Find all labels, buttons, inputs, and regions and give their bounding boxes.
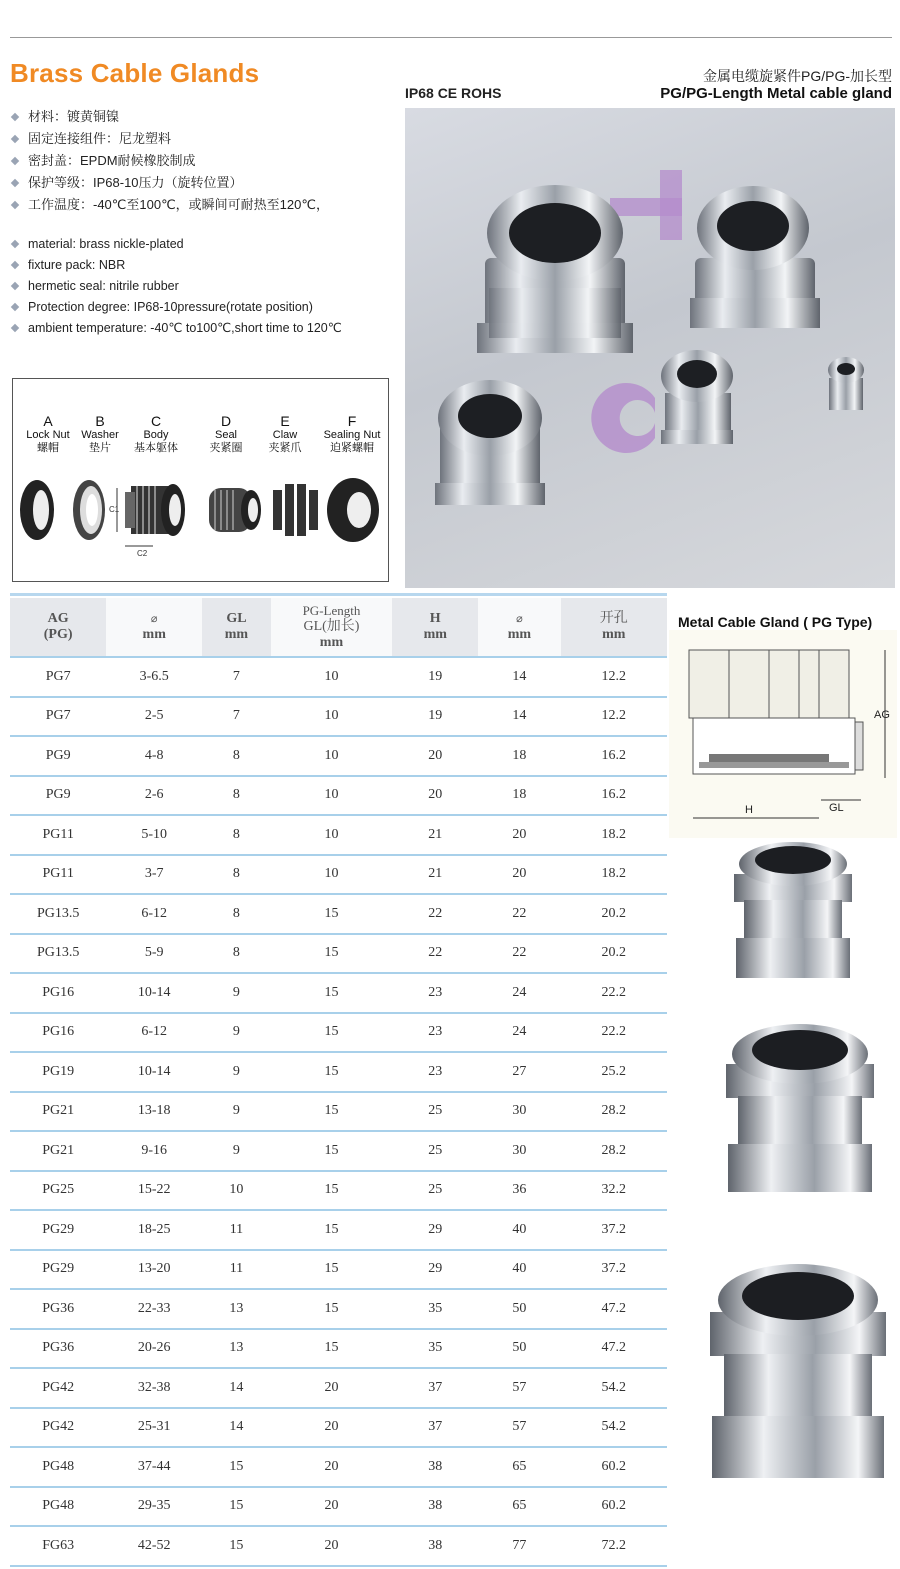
table-cell: PG11 [10, 815, 106, 855]
table-cell: 8 [202, 776, 271, 816]
table-cell: 18.2 [561, 855, 668, 895]
parts-illustration [13, 474, 388, 574]
table-cell: 18.2 [561, 815, 668, 855]
table-cell: 54.2 [561, 1408, 668, 1448]
product-photo [405, 108, 895, 588]
table-cell: 15-22 [106, 1171, 202, 1211]
table-cell: 20 [392, 736, 478, 776]
table-row [10, 1368, 667, 1408]
table-row [10, 1447, 667, 1487]
bullet-icon [11, 260, 19, 268]
table-row [10, 657, 667, 697]
table-cell: 10-14 [106, 1052, 202, 1092]
body-shape [169, 494, 181, 526]
table-cell: PG21 [10, 1092, 106, 1132]
table-cell: PG42 [10, 1368, 106, 1408]
spec-item: Protection degree: IP68-10pressure(rotate position) [12, 296, 342, 317]
table-cell: 57 [478, 1368, 560, 1408]
table-cell: 25.2 [561, 1052, 668, 1092]
part-claw: E Claw 夹紧爪 [268, 413, 302, 454]
table-cell: 15 [271, 973, 392, 1013]
table-cell: 42-52 [106, 1526, 202, 1566]
gland-image-small [728, 840, 858, 990]
table-cell: 38 [392, 1526, 478, 1566]
drawing-title: Metal Cable Gland ( PG Type) [678, 614, 873, 630]
col-header-cable-range: ⌀ mm [106, 598, 202, 657]
table-cell: 11 [202, 1210, 271, 1250]
table-cell: 10 [271, 815, 392, 855]
part-lock-nut: A Lock Nut 螺帽 [26, 413, 70, 454]
table-cell: 47.2 [561, 1289, 668, 1329]
table-cell: 35 [392, 1289, 478, 1329]
table-cell: 40 [478, 1210, 560, 1250]
claw-shape [273, 484, 318, 536]
gland-image-large [706, 1262, 890, 1486]
table-row [10, 1210, 667, 1250]
table-cell: 21 [392, 855, 478, 895]
table-cell: 18 [478, 736, 560, 776]
table-cell: 25 [392, 1131, 478, 1171]
table-row [10, 697, 667, 737]
table-cell: 50 [478, 1289, 560, 1329]
table-cell: 20 [478, 815, 560, 855]
seal-shape [248, 498, 258, 522]
table-row [10, 1289, 667, 1329]
table-cell: 23 [392, 1052, 478, 1092]
col-header-wrench: ⌀ mm [478, 598, 560, 657]
table-cell: PG11 [10, 855, 106, 895]
table-cell: 20 [271, 1447, 392, 1487]
table-cell: 29-35 [106, 1487, 202, 1527]
table-cell: 15 [271, 1131, 392, 1171]
table-row [10, 776, 667, 816]
table-cell: PG25 [10, 1171, 106, 1211]
watermark-shape [591, 383, 655, 453]
table-cell: PG16 [10, 973, 106, 1013]
table-row [10, 1329, 667, 1369]
table-cell: PG29 [10, 1210, 106, 1250]
table-cell: PG16 [10, 1013, 106, 1053]
table-cell: 10 [271, 736, 392, 776]
bullet-icon [11, 302, 19, 310]
table-cell: 25 [392, 1092, 478, 1132]
table-cell: 10 [271, 657, 392, 697]
washer-shape [86, 494, 98, 526]
table-cell: 15 [271, 934, 392, 974]
table-cell: 15 [202, 1447, 271, 1487]
table-cell: PG19 [10, 1052, 106, 1092]
table-cell: 65 [478, 1447, 560, 1487]
table-cell: 37 [392, 1368, 478, 1408]
table-body [10, 657, 667, 1566]
table-cell: PG13.5 [10, 894, 106, 934]
table-row [10, 1408, 667, 1448]
table-cell: 60.2 [561, 1447, 668, 1487]
table-cell: 15 [271, 1250, 392, 1290]
spec-list-english [12, 233, 342, 338]
table-cell: 8 [202, 855, 271, 895]
table-cell: 9 [202, 973, 271, 1013]
table-cell: 9 [202, 1013, 271, 1053]
table-cell: 27 [478, 1052, 560, 1092]
table-cell: PG42 [10, 1408, 106, 1448]
part-washer: B Washer 垫片 [81, 413, 119, 454]
gland-tiny-right [828, 357, 864, 410]
dim-gl-label: GL [829, 802, 844, 814]
part-body: C Body 基本躯体 [134, 413, 178, 454]
col-header-gl: GL mm [202, 598, 271, 657]
table-cell: 15 [271, 894, 392, 934]
table-cell: 60.2 [561, 1487, 668, 1527]
spec-item: fixture pack: NBR [12, 254, 342, 275]
spec-item: 密封盖：EPDM耐候橡胶制成 [12, 150, 329, 172]
spec-item: 材料：镀黄铜镍 [12, 106, 329, 128]
table-cell: 29 [392, 1250, 478, 1290]
table-cell: 15 [202, 1526, 271, 1566]
table-cell: 3-7 [106, 855, 202, 895]
table-cell: PG48 [10, 1487, 106, 1527]
table-cell: 37.2 [561, 1250, 668, 1290]
specification-table [10, 598, 667, 1567]
table-cell: 36 [478, 1171, 560, 1211]
table-row [10, 815, 667, 855]
table-cell: 32.2 [561, 1171, 668, 1211]
table-cell: 20.2 [561, 934, 668, 974]
spec-item: hermetic seal: nitrile rubber [12, 275, 342, 296]
table-cell: PG9 [10, 776, 106, 816]
watermark-shape [660, 170, 682, 240]
table-cell: 22 [392, 894, 478, 934]
table-cell: 4-8 [106, 736, 202, 776]
table-cell: 25 [392, 1171, 478, 1211]
table-cell: PG36 [10, 1329, 106, 1369]
table-cell: 6-12 [106, 894, 202, 934]
english-product-title: PG/PG-Length Metal cable gland [660, 85, 892, 102]
table-cell: 32-38 [106, 1368, 202, 1408]
table-cell: 6-12 [106, 1013, 202, 1053]
table-cell: 15 [271, 1329, 392, 1369]
table-cell: 2-6 [106, 776, 202, 816]
table-cell: 15 [271, 1289, 392, 1329]
table-row [10, 1131, 667, 1171]
table-cell: PG36 [10, 1289, 106, 1329]
table-cell: 77 [478, 1526, 560, 1566]
table-cell: 13-20 [106, 1250, 202, 1290]
bullet-icon [11, 201, 19, 209]
table-cell: 14 [202, 1408, 271, 1448]
table-cell: PG9 [10, 736, 106, 776]
table-cell: PG48 [10, 1447, 106, 1487]
table-cell: 25-31 [106, 1408, 202, 1448]
table-row [10, 1092, 667, 1132]
table-row [10, 894, 667, 934]
table-cell: 16.2 [561, 736, 668, 776]
table-top-rule [10, 593, 667, 596]
table-cell: 37.2 [561, 1210, 668, 1250]
table-cell: 7 [202, 657, 271, 697]
col-header-h: H mm [392, 598, 478, 657]
product-photo-illustration [405, 108, 895, 588]
col-header-gl-length: PG-Length GL(加长) mm [271, 598, 392, 657]
table-cell: 9-16 [106, 1131, 202, 1171]
spec-item: 工作温度：-40℃至100℃，或瞬间可耐热至120℃， [12, 194, 329, 216]
table-cell: 30 [478, 1131, 560, 1171]
table-cell: 22 [478, 934, 560, 974]
table-cell: 15 [271, 1171, 392, 1211]
table-cell: 24 [478, 973, 560, 1013]
table-cell: 15 [271, 1210, 392, 1250]
table-cell: 22 [478, 894, 560, 934]
dim-h-label: H [745, 804, 753, 816]
parts-breakdown [12, 378, 389, 582]
table-cell: 20 [478, 855, 560, 895]
lock-nut-shape [33, 490, 49, 530]
part-seal: D Seal 夹紧圈 [209, 413, 243, 454]
table-row [10, 1487, 667, 1527]
table-cell: 13 [202, 1329, 271, 1369]
table-row [10, 855, 667, 895]
table-cell: 12.2 [561, 697, 668, 737]
table-header-row [10, 598, 667, 657]
table-cell: 57 [478, 1408, 560, 1448]
table-row [10, 736, 667, 776]
table-cell: 18-25 [106, 1210, 202, 1250]
table-cell: 9 [202, 1092, 271, 1132]
table-cell: 15 [271, 1092, 392, 1132]
bullet-icon [11, 113, 19, 121]
table-cell: 28.2 [561, 1092, 668, 1132]
table-cell: 10 [202, 1171, 271, 1211]
table-cell: 37-44 [106, 1447, 202, 1487]
bullet-icon [11, 179, 19, 187]
table-cell: 20 [271, 1526, 392, 1566]
dim-label-c2: C2 [137, 549, 148, 558]
table-cell: PG21 [10, 1131, 106, 1171]
page-title: Brass Cable Glands [10, 58, 260, 88]
table-cell: FG63 [10, 1526, 106, 1566]
table-cell: 21 [392, 815, 478, 855]
table-row [10, 1052, 667, 1092]
table-row [10, 1526, 667, 1566]
table-cell: PG7 [10, 697, 106, 737]
table-cell: 18 [478, 776, 560, 816]
table-cell: 29 [392, 1210, 478, 1250]
table-cell: 22 [392, 934, 478, 974]
bullet-icon [11, 323, 19, 331]
table-cell: 22-33 [106, 1289, 202, 1329]
col-header-ag: AG (PG) [10, 598, 106, 657]
table-cell: 3-6.5 [106, 657, 202, 697]
table-cell: 13-18 [106, 1092, 202, 1132]
table-cell: PG7 [10, 657, 106, 697]
table-cell: 22.2 [561, 973, 668, 1013]
gland-large-right [690, 186, 820, 328]
table-cell: 19 [392, 697, 478, 737]
table-cell: 35 [392, 1329, 478, 1369]
chinese-product-title: 金属电缆旋紧件PG/PG-加长型 [702, 68, 892, 84]
table-cell: 15 [271, 1052, 392, 1092]
table-cell: 8 [202, 894, 271, 934]
table-cell: 24 [478, 1013, 560, 1053]
table-cell: 15 [202, 1487, 271, 1527]
col-header-hole: 开孔 mm [561, 598, 668, 657]
table-cell: 8 [202, 736, 271, 776]
table-cell: 65 [478, 1487, 560, 1527]
gland-image-medium [720, 1022, 880, 1200]
top-rule [10, 37, 892, 38]
table-cell: 20 [392, 776, 478, 816]
table-cell: 7 [202, 697, 271, 737]
spec-item: material: brass nickle-plated [12, 233, 342, 254]
table-row [10, 973, 667, 1013]
table-cell: 8 [202, 815, 271, 855]
table-cell: 5-9 [106, 934, 202, 974]
table-cell: 47.2 [561, 1329, 668, 1369]
table-row [10, 1250, 667, 1290]
table-cell: 22.2 [561, 1013, 668, 1053]
bullet-icon [11, 239, 19, 247]
table-cell: 9 [202, 1052, 271, 1092]
sealing-nut-shape [347, 492, 371, 528]
spec-item: ambient temperature: -40℃ to100℃,short time to 120℃ [12, 317, 342, 338]
part-sealing-nut: F Sealing Nut 迫紧螺帽 [323, 413, 381, 454]
table-row [10, 1013, 667, 1053]
dim-ag-label: AG [874, 709, 890, 721]
table-cell: 10-14 [106, 973, 202, 1013]
gland-small-left [435, 380, 545, 505]
table-cell: 54.2 [561, 1368, 668, 1408]
spec-list-chinese [12, 106, 329, 216]
table-cell: PG29 [10, 1250, 106, 1290]
table-cell: 2-5 [106, 697, 202, 737]
gland-small-center [661, 350, 733, 444]
table-cell: 5-10 [106, 815, 202, 855]
table-cell: 30 [478, 1092, 560, 1132]
table-cell: 14 [478, 657, 560, 697]
table-cell: 16.2 [561, 776, 668, 816]
table-cell: 13 [202, 1289, 271, 1329]
technical-drawing-svg [669, 630, 897, 838]
table-cell: 19 [392, 657, 478, 697]
certification-label: IP68 CE ROHS [405, 85, 502, 101]
table-cell: 11 [202, 1250, 271, 1290]
table-cell: 20-26 [106, 1329, 202, 1369]
table-cell: 72.2 [561, 1526, 668, 1566]
table-cell: 38 [392, 1447, 478, 1487]
table-row [10, 934, 667, 974]
drawing-hatch [699, 754, 849, 768]
bullet-icon [11, 135, 19, 143]
table-cell: 38 [392, 1487, 478, 1527]
table-row [10, 1171, 667, 1211]
table-cell: 10 [271, 855, 392, 895]
table-cell: 50 [478, 1329, 560, 1369]
table-cell: 14 [478, 697, 560, 737]
table-cell: 10 [271, 776, 392, 816]
table-cell: 10 [271, 697, 392, 737]
table-cell: 9 [202, 1131, 271, 1171]
spec-item: 固定连接组件：尼龙塑料 [12, 128, 329, 150]
bullet-icon [11, 281, 19, 289]
table-cell: 28.2 [561, 1131, 668, 1171]
table-cell: 20.2 [561, 894, 668, 934]
bullet-icon [11, 157, 19, 165]
table-cell: 20 [271, 1487, 392, 1527]
table-cell: 37 [392, 1408, 478, 1448]
table-cell: 15 [271, 1013, 392, 1053]
table-cell: 14 [202, 1368, 271, 1408]
gland-large-left [477, 185, 633, 353]
table-cell: 8 [202, 934, 271, 974]
table-cell: 12.2 [561, 657, 668, 697]
table-cell: PG13.5 [10, 934, 106, 974]
table-cell: 23 [392, 973, 478, 1013]
body-shape [125, 492, 135, 528]
table-cell: 23 [392, 1013, 478, 1053]
table-cell: 40 [478, 1250, 560, 1290]
table-cell: 20 [271, 1408, 392, 1448]
technical-drawing [669, 630, 897, 838]
dim-label-c1: C1 [109, 505, 120, 514]
table-cell: 20 [271, 1368, 392, 1408]
spec-item: 保护等级：IP68-10压力（旋转位置） [12, 172, 329, 194]
